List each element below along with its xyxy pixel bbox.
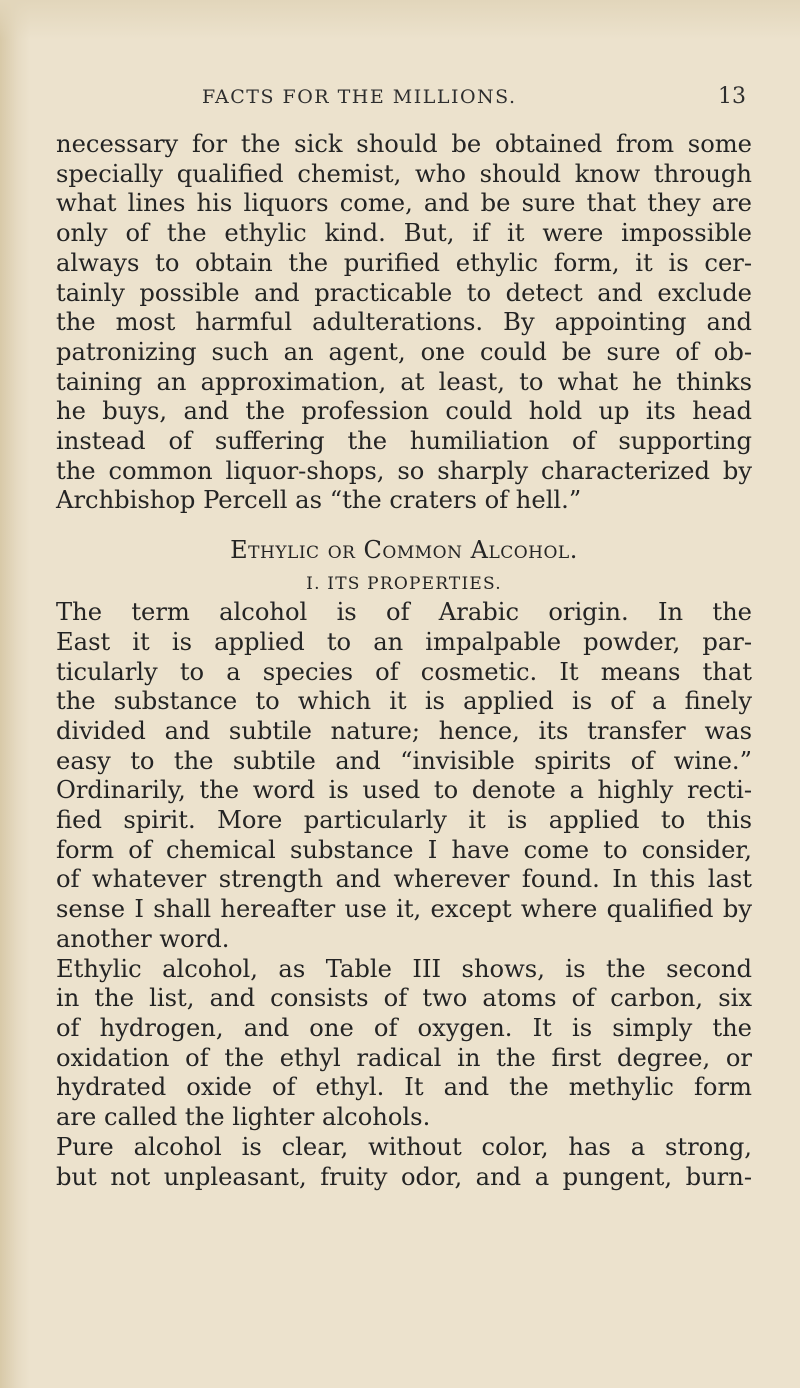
text-line: ticularly to a species of cosmetic. It means that [56, 657, 752, 686]
text-line: divided and subtile nature; hence, its transfer was [56, 716, 752, 745]
text-line: sense I shall hereafter use it, except where qualified by [56, 895, 752, 924]
text-line: of whatever strength and wherever found. In this last [56, 865, 752, 894]
text-line: necessary for the sick should be obtained from some [56, 130, 752, 158]
text-line: Archbishop Percell as “the craters of hell.” [56, 486, 582, 515]
text-line: Pure alcohol is clear, without color, has a strong, [56, 1132, 752, 1161]
text-line: oxidation of the ethyl radical in the first degree, or [56, 1043, 752, 1072]
paragraph-ethylic-composition [56, 955, 752, 1133]
book-page [56, 86, 752, 1192]
paragraph-continued [56, 130, 752, 516]
text-line: the substance to which it is applied is of a finely [56, 687, 752, 716]
text-line: in the list, and consists of two atoms of carbon, six [56, 984, 752, 1013]
text-line: form of chemical substance I have come to consider, [56, 835, 752, 864]
text-line: The term alcohol is of Arabic origin. In the [56, 598, 752, 627]
text-line: the common liquor-shops, so sharply characterized by [56, 456, 752, 485]
text-line: instead of suffering the humiliation of supporting [56, 427, 752, 456]
text-line: are called the lighter alcohols. [56, 1103, 431, 1132]
page-top-shadow [0, 0, 800, 40]
text-line: taining an approximation, at least, to what he thinks [56, 367, 752, 396]
text-line: fied spirit. More particularly it is applied to this [56, 806, 752, 835]
text-line: patronizing such an agent, one could be sure of ob- [56, 337, 752, 366]
running-head [56, 86, 752, 116]
text-line: always to obtain the purified ethylic form, it is cer- [56, 248, 752, 277]
text-line: Ordinarily, the word is used to denote a highly recti- [56, 776, 752, 805]
text-line: specially qualified chemist, who should know through [56, 159, 752, 188]
text-line: another word. [56, 924, 230, 953]
page-edge-shadow [0, 0, 30, 1388]
running-title: FACTS FOR THE MILLIONS. [202, 86, 517, 108]
text-line: what lines his liquors come, and be sure that they are [56, 189, 752, 218]
paragraph-pure-alcohol [56, 1133, 752, 1192]
text-line: the most harmful adulterations. By appointing and [56, 308, 752, 337]
text-line: easy to the subtile and “invisible spirits of wine.” [56, 746, 752, 775]
paragraph-term-origin [56, 598, 752, 954]
text-line: hydrated oxide of ethyl. It and the methylic form [56, 1073, 752, 1102]
page-number: 13 [718, 84, 746, 109]
text-line: only of the ethylic kind. But, if it were impossible [56, 219, 752, 248]
text-line: Ethylic alcohol, as Table III shows, is the second [56, 954, 752, 983]
section-subheading: I. ITS PROPERTIES. [306, 574, 502, 595]
text-line: of hydrogen, and one of oxygen. It is simply the [56, 1013, 752, 1042]
section-heading: Ethylic or Common Alcohol. [230, 536, 578, 565]
text-line: tainly possible and practicable to detect and exclude [56, 278, 752, 307]
text-line: he buys, and the profession could hold up its head [56, 397, 752, 426]
text-line: but not unpleasant, fruity odor, and a pungent, burn- [56, 1162, 752, 1191]
text-line: East it is applied to an impalpable powder, par- [56, 627, 752, 656]
